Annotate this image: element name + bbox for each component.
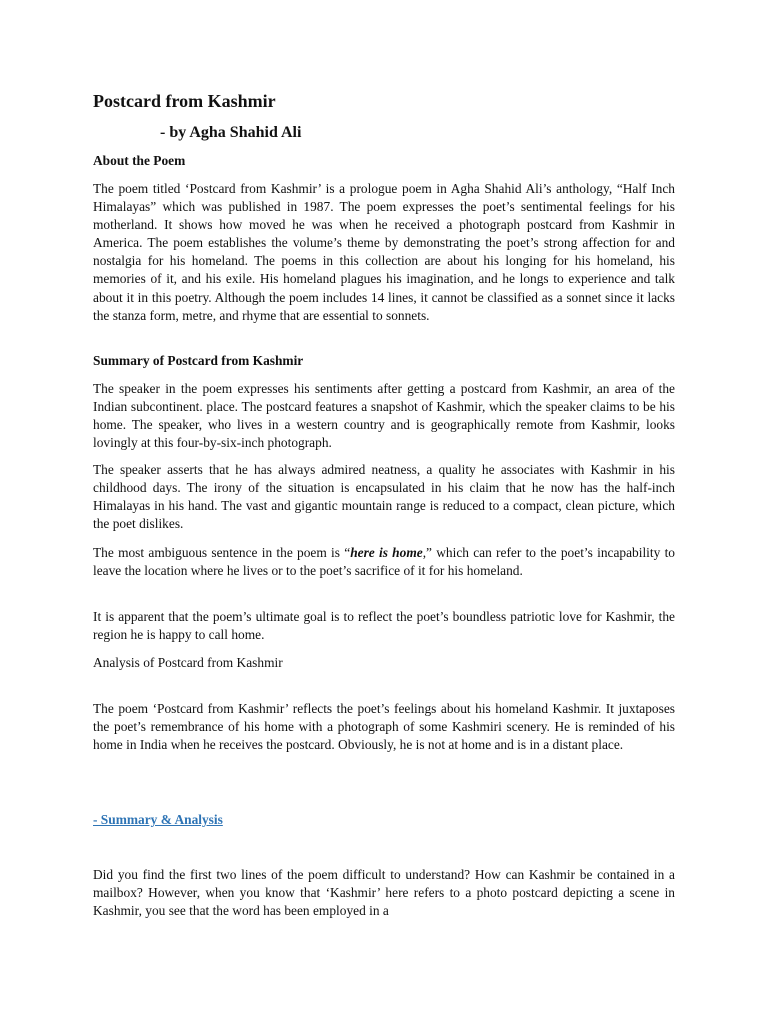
- about-paragraph: The poem titled ‘Postcard from Kashmir’ is a prologue poem in Agha Shahid Ali’s anthology, “Half Inch Himalayas” which was published in 1987. The poem expresses the poet’s sentimental feelings for his motherland. It shows how moved he was when he received a photograph postcard from Kashmir in America. The poem establishes the volume’s theme by demonstrating the poet’s strong affection for and nostalgia for his homeland. The poems in this collection are about his longing for his homeland, his memories of it, and his exile. His homeland plagues his imagination, and he longs to experience and talk about it in this poetry. Although the poem includes 14 lines, it cannot be classified as a sonnet since it lacks the stanza form, metre, and rhyme that are essential to sonnets.: [93, 181, 675, 323]
- author-byline: - by Agha Shahid Ali: [160, 124, 302, 141]
- summary-analysis-link[interactable]: - Summary & Analysis: [93, 812, 223, 827]
- here-is-home-emphasis: here is home: [350, 545, 423, 560]
- summary-paragraph-2: The speaker asserts that he has always admired neatness, a quality he associates with Kashmir in his childhood days. The irony of the situation is encapsulated in his claim that he now has the half-inch Himalayas in his hand. The vast and gigantic mountain range is reduced to a compact, clean picture, which the poet dislikes.: [93, 462, 675, 532]
- summary-heading: Summary of Postcard from Kashmir: [93, 353, 304, 368]
- document-title: Postcard from Kashmir: [93, 91, 276, 111]
- summary-paragraph-4: It is apparent that the poem’s ultimate goal is to reflect the poet’s boundless patriotic love for Kashmir, the region he is happy to call home.: [93, 609, 675, 643]
- analysis-heading: Analysis of Postcard from Kashmir: [93, 655, 283, 670]
- summary-paragraph-3: [93, 544, 675, 580]
- summary-p3-text-end: ,” which can refer to the poet’s incapability to leave the location where he lives or to the poet’s sacrifice of it for his homeland.: [93, 545, 675, 579]
- analysis-paragraph-1: The poem ‘Postcard from Kashmir’ reflects the poet’s feelings about his homeland Kashmir. It juxtaposes the poet’s remembrance of his home with a photograph of some Kashmiri scenery. He is reminded of his home in India when he receives the postcard. Obviously, he is not at home and is in a distant place.: [93, 701, 675, 753]
- about-heading: About the Poem: [93, 153, 186, 168]
- summary-p3-text-start: The most ambiguous sentence in the poem is “: [93, 545, 351, 560]
- summary-paragraph-1: The speaker in the poem expresses his sentiments after getting a postcard from Kashmir, an area of the Indian subcontinent. place. The postcard features a snapshot of Kashmir, which the speaker claims to be his home. The speaker, who lives in a western country and is geographically remote from Kashmir, looks lovingly at this four-by-six-inch photograph.: [93, 381, 675, 451]
- analysis-paragraph-2: Did you find the first two lines of the poem difficult to understand? How can Kashmir be contained in a mailbox? However, when you know that ‘Kashmir’ here refers to a photo postcard depicting a scene in Kashmir, you see that the word has been employed in a: [93, 867, 675, 919]
